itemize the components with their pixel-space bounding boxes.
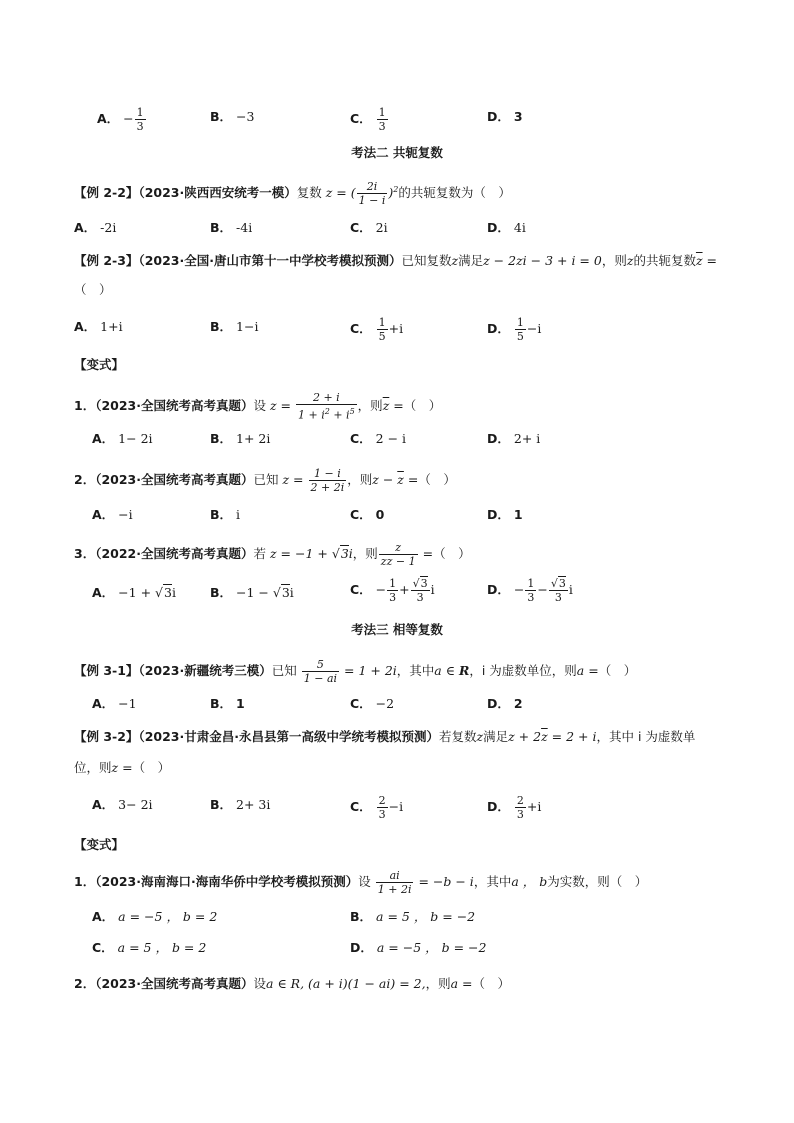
formula: a ∈ R, (a + i)(1 − ai) = 2, xyxy=(266,976,426,991)
option-value: 0 xyxy=(375,507,385,522)
option-value: 2 − i xyxy=(375,431,407,446)
v4-option-c xyxy=(92,939,206,957)
stem-text: ，则 xyxy=(425,976,451,991)
v4-option-d xyxy=(350,939,486,957)
v2-option-c xyxy=(350,506,384,524)
ex23-option-a xyxy=(74,318,123,336)
formula: z − 2zi − 3 + i = 0 xyxy=(483,253,602,268)
option-label: D． xyxy=(487,321,510,336)
question-source: （2023·全国统考高考真题） xyxy=(95,397,254,413)
variant-question-4 xyxy=(74,869,647,896)
option-label: B． xyxy=(210,319,233,334)
example-3-2-line2 xyxy=(74,759,170,777)
stem-text: 的共轭复数 xyxy=(633,253,696,268)
option-label: C． xyxy=(350,582,372,597)
v2-option-b xyxy=(210,506,240,524)
ex32-option-d: D． $\frac{2}{3}$ +i xyxy=(487,794,542,821)
option-value: 3 xyxy=(513,109,523,124)
stem-text: （ ） xyxy=(598,663,637,678)
option-value: 1+i xyxy=(100,319,123,334)
ex23-option-b xyxy=(210,318,258,336)
option-label: B． xyxy=(210,220,233,235)
option-value: 2+ i xyxy=(513,431,541,446)
ex22-option-c xyxy=(350,219,388,237)
stem-text: ，则 xyxy=(601,253,627,268)
v1-option-c xyxy=(350,430,406,448)
option-value: 3− 2i xyxy=(118,797,153,812)
example-3-2 xyxy=(74,728,695,746)
stem-text: （ ） xyxy=(433,546,471,561)
question-number: 1． xyxy=(74,874,96,889)
stem-text: 设 xyxy=(358,874,371,889)
ex23-option-c: C． $\frac{1}{5}$ +i xyxy=(350,316,404,343)
example-tag: 【例 2-3】 xyxy=(74,253,139,268)
stem-text: ，i 为虚数单位，则 xyxy=(469,663,577,678)
option-label: C． xyxy=(350,696,372,711)
option-value: +i xyxy=(388,321,404,336)
stem-text: 已知 xyxy=(253,472,279,487)
option-value: − $\frac{1}{3}$ + $\frac{√3}{3}$ i xyxy=(375,577,435,604)
variant-question-2 xyxy=(74,467,456,494)
formula: z = −1 + √3i xyxy=(270,546,353,561)
example-2-3 xyxy=(74,252,717,270)
formula: a = xyxy=(450,976,473,991)
option-value: a = −5 ， b = −2 xyxy=(376,940,487,955)
formula: z xyxy=(476,729,484,744)
option-label: A． xyxy=(97,111,120,126)
stem-text: 已知复数 xyxy=(401,253,452,268)
example-2-3-paren: （ ） xyxy=(74,282,112,297)
option-value: 2i xyxy=(375,220,388,235)
stem-text: （ ） xyxy=(418,472,456,487)
option-value: −3 xyxy=(236,109,255,124)
option-label: A． xyxy=(92,797,115,812)
v2-option-d xyxy=(487,506,523,524)
option-value: -2i xyxy=(100,220,117,235)
option-value: − $\frac{1}{3}$ xyxy=(123,106,144,133)
option-value: 4i xyxy=(513,220,526,235)
option-label: B． xyxy=(210,696,233,711)
option-label: D． xyxy=(487,507,510,522)
option-value: 1− 2i xyxy=(118,431,153,446)
ex22-option-b xyxy=(210,219,252,237)
option-label: A． xyxy=(92,696,115,711)
question-number: 1． xyxy=(74,397,96,413)
stem-text: 为实数，则（ ） xyxy=(547,874,648,889)
option-value: 1 xyxy=(236,696,245,711)
ex32-option-c: C． $\frac{2}{3}$ −i xyxy=(350,794,404,821)
example-source: （2023·全国·唐山市第十一中学校考模拟预测） xyxy=(138,253,402,268)
option-label: D． xyxy=(487,109,510,124)
ex22-option-d xyxy=(487,219,526,237)
option-label: D． xyxy=(350,940,373,955)
option-value: $\frac{1}{3}$ xyxy=(378,106,386,133)
option-label: B． xyxy=(210,431,233,446)
v4-option-b xyxy=(350,908,475,926)
stem-text: 复数 xyxy=(296,185,322,200)
v4-option-a xyxy=(92,908,217,926)
example-source: （2023·新疆统考三模） xyxy=(138,663,272,678)
option-label: B． xyxy=(210,585,233,600)
question-source: （2023·海南海口·海南华侨中学校考模拟预测） xyxy=(95,874,359,889)
section-title-equal: 考法三 相等复数 xyxy=(351,622,443,637)
option-value: 1+ 2i xyxy=(236,431,271,446)
stem-text: （ ） xyxy=(472,976,511,991)
formula: $\overline{z}$ = xyxy=(382,397,404,413)
option-value: a = 5 ， b = −2 xyxy=(376,909,476,924)
example-tag: 【例 3-1】 xyxy=(74,663,139,678)
option-label: C． xyxy=(350,321,372,336)
stem-text: ，其中 xyxy=(396,663,435,678)
stem-text: 满足 xyxy=(483,729,509,744)
v3-option-d xyxy=(487,577,573,604)
option-label: A． xyxy=(74,220,97,235)
formula: $\frac{ai}{1 + 2i}$ = −b − i xyxy=(377,869,474,896)
option-value: − $\frac{1}{3}$ − $\frac{√3}{3}$ i xyxy=(513,577,573,604)
stem-text: ，其中 i 为虚数单 xyxy=(596,729,696,744)
question-source: （2023·全国统考高考真题） xyxy=(95,976,254,991)
question-number: 3． xyxy=(74,546,96,561)
formula: $z + 2\overline{z} = 2 + i$ xyxy=(508,729,597,744)
option-label: A． xyxy=(92,585,115,600)
example-tag: 【例 2-2】 xyxy=(74,185,139,200)
v3-option-c xyxy=(350,577,435,604)
q0-option-b xyxy=(210,108,254,126)
formula: $\overline{z}$ = xyxy=(695,253,717,268)
option-label: D． xyxy=(487,582,510,597)
option-label: A． xyxy=(92,431,115,446)
section-title-conjugate: 考法二 共轭复数 xyxy=(351,145,443,160)
option-value: −1 − √3i xyxy=(236,585,294,600)
stem-text: 设 xyxy=(253,976,267,991)
formula: $\frac{z}{z\overline{z} - 1}$ = xyxy=(380,541,434,568)
stem-text: 满足 xyxy=(458,253,484,268)
ex32-option-b xyxy=(210,796,270,814)
formula: z xyxy=(626,253,634,268)
option-value: 2 xyxy=(513,696,523,711)
q0-option-c xyxy=(350,106,389,133)
stem-text: 已知 xyxy=(271,663,297,678)
stem-text: 设 xyxy=(253,397,267,413)
stem-text: 若复数 xyxy=(438,729,477,744)
option-value: +i xyxy=(526,799,542,814)
stem-text: ，则 xyxy=(347,472,373,487)
ex31-option-b xyxy=(210,695,245,713)
ex22-option-a xyxy=(74,219,116,237)
question-source: （2023·全国统考高考真题） xyxy=(95,472,254,487)
ex31-option-c xyxy=(350,695,394,713)
formula: z = xyxy=(111,760,133,775)
option-label: D． xyxy=(487,696,510,711)
variant-heading-2: 【变式】 xyxy=(74,837,125,852)
question-number: 2． xyxy=(74,976,96,991)
ex31-option-d xyxy=(487,695,523,713)
q0-option-d xyxy=(487,108,523,126)
variant-heading: 【变式】 xyxy=(74,357,125,372)
option-label: D． xyxy=(487,799,510,814)
q0-option-a xyxy=(97,106,147,133)
question-number: 2． xyxy=(74,472,96,487)
option-label: B． xyxy=(210,797,233,812)
option-value: −i xyxy=(526,321,542,336)
option-label: B． xyxy=(350,909,373,924)
option-value: −1 + √3i xyxy=(118,585,176,600)
example-3-1 xyxy=(74,658,636,685)
option-value: −1 xyxy=(118,696,137,711)
v1-option-b xyxy=(210,430,270,448)
option-value: a = 5 ， b = 2 xyxy=(117,940,207,955)
formula: $\frac{5}{1 - ai}$ = 1 + 2i xyxy=(303,658,397,685)
formula: a = xyxy=(576,663,599,678)
option-label: C． xyxy=(350,507,372,522)
option-label: C． xyxy=(350,220,372,235)
v3-option-a xyxy=(92,584,176,602)
stem-text: ，则 xyxy=(357,397,383,413)
option-label: A． xyxy=(74,319,97,334)
v3-option-b xyxy=(210,584,294,602)
ex23-option-d: D． $\frac{1}{5}$ −i xyxy=(487,316,542,343)
option-label: B． xyxy=(210,507,233,522)
option-label: B． xyxy=(210,109,233,124)
option-value: i xyxy=(236,507,241,522)
formula: a ∈ R xyxy=(434,663,470,678)
option-value: a = −5 ， b = 2 xyxy=(118,909,218,924)
stem-text: （ ） xyxy=(132,760,171,775)
option-label: C． xyxy=(350,799,372,814)
option-label: A． xyxy=(92,909,115,924)
option-label: D． xyxy=(487,220,510,235)
v1-option-a xyxy=(92,430,153,448)
formula: z = $\frac{2 + i}{1 + i^2 + i^5}$ xyxy=(270,391,355,422)
ex32-option-a xyxy=(92,796,153,814)
option-value: -4i xyxy=(236,220,253,235)
variant-question-5 xyxy=(74,975,510,993)
formula: z = $\frac{1 - i}{2 + 2i}$ xyxy=(282,467,345,494)
formula: $z - \overline{z}$ = xyxy=(372,472,419,487)
stem-text: 若 xyxy=(253,546,267,561)
option-value: −i xyxy=(118,507,133,522)
option-value: 1 xyxy=(513,507,523,522)
v2-option-a xyxy=(92,506,133,524)
formula: z = ( $\frac{2i}{1 - i}$ )$^2$ xyxy=(325,180,399,207)
option-value: −2 xyxy=(375,696,395,711)
question-source: （2022·全国统考高考真题） xyxy=(95,546,254,561)
formula: z xyxy=(451,253,459,268)
example-source: （2023·陕西西安统考一模） xyxy=(138,185,297,200)
ex31-option-a xyxy=(92,695,137,713)
stem-text: 位，则 xyxy=(74,760,112,775)
example-tag: 【例 3-2】 xyxy=(74,729,139,744)
option-label: C． xyxy=(350,431,372,446)
option-value: 1−i xyxy=(236,319,259,334)
stem-text: 的共轭复数为（ ） xyxy=(398,185,511,200)
option-label: D． xyxy=(487,431,510,446)
variant-question-3 xyxy=(74,541,471,568)
option-label: A． xyxy=(92,507,115,522)
v1-option-d xyxy=(487,430,540,448)
example-source: （2023·甘肃金昌·永昌县第一高级中学统考模拟预测） xyxy=(138,729,439,744)
stem-text: （ ） xyxy=(403,397,442,413)
stem-text: ，则 xyxy=(352,546,378,561)
option-label: C． xyxy=(350,111,372,126)
variant-question-1 xyxy=(74,391,441,422)
formula: a ， b xyxy=(511,874,548,889)
option-label: C． xyxy=(92,940,114,955)
stem-text: ，其中 xyxy=(473,874,512,889)
option-value: 2+ 3i xyxy=(236,797,271,812)
option-value: −i xyxy=(388,799,404,814)
example-2-2 xyxy=(74,180,511,207)
